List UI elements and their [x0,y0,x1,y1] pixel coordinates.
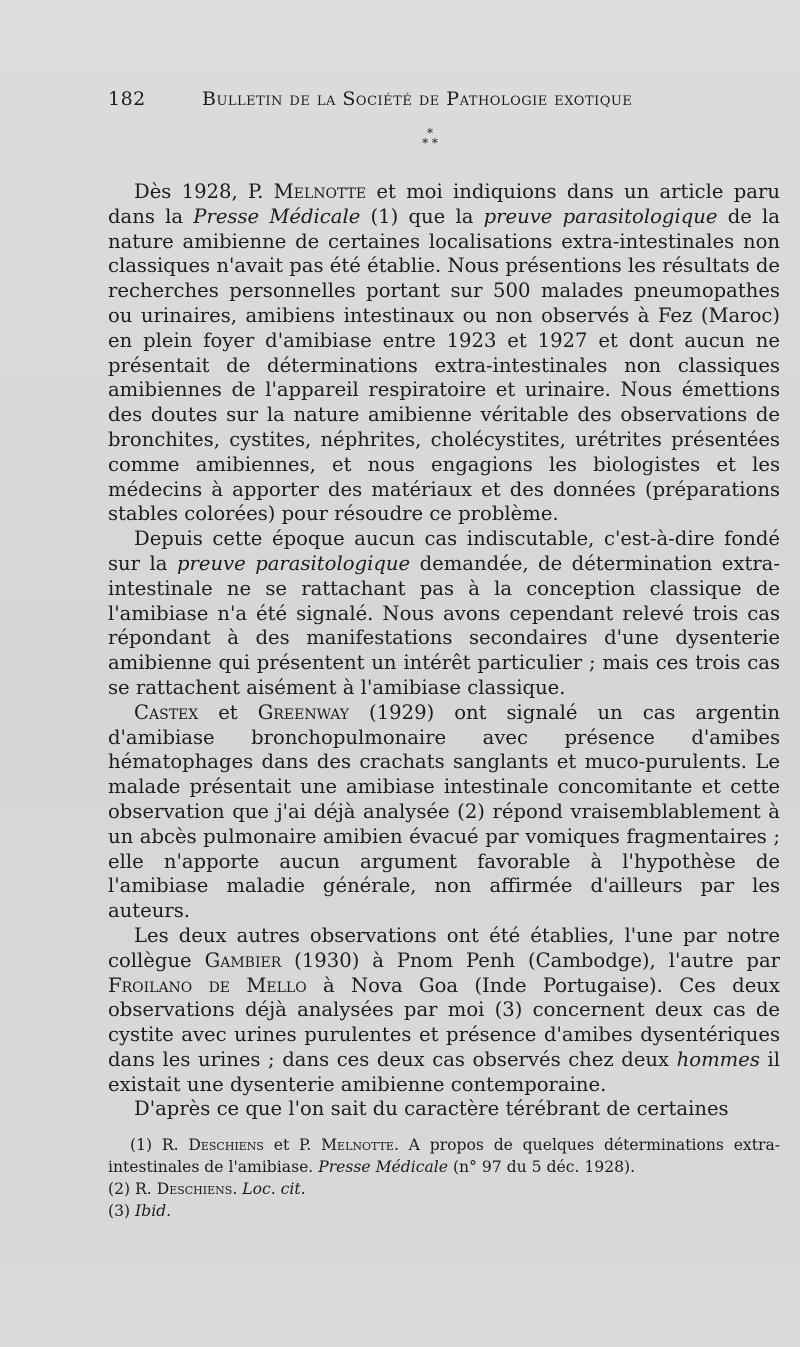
author-name: Deschiens [156,1180,233,1198]
paragraph-5: D'après ce que l'on sait du caractère térébrant de certaines [134,1097,729,1121]
asterism-separator [400,128,460,148]
author-name: Melnotte [321,1136,394,1154]
author-name: Castex [134,700,199,724]
footnote-3: (3) Ibid. [108,1202,172,1220]
author-name: Froilano de Mello [108,973,307,997]
page-number: 182 [108,88,146,110]
emphasis: Ibid. [135,1202,172,1220]
paragraph-4: Les deux autres observations ont été établies, l'une par notre collègue Gambier (1930) à Pnom Penh (Cambodge), l'autre par Froilano de Mello à Nova Goa (Inde Portugaise). Ces deux observations déjà analysées par moi (3) concernent deux cas de cystite avec urines purulentes et présence d'amibes dysentériques dans les urines ; dans ces deux cas observés chez deux hommes il existait une dysenterie amibienne contemporaine. [108,923,780,1096]
author-name: Deschiens [188,1136,264,1154]
emphasis: hommes [676,1047,760,1071]
author-name: Gambier [204,948,282,972]
journal-title: Presse Médicale [318,1158,448,1176]
paragraph-1: Dès 1928, P. Melnotte et moi indiquions dans un article paru dans la Presse Médicale (1) que la preuve parasitologique de la nature amibienne de certaines localisations extra-intestinales non classiques n'avait pas été établie. Nous présentions les résultats de recherches personnelles portant sur 500 malades pneumopathes ou urinaires, amibiens intestinaux ou non observés à Fez (Maroc) en plein foyer d'amibiase entre 1923 et 1927 et dont aucun ne présentait de déterminations extra-intestinales non classiques amibiennes de l'appareil respiratoire et urinaire. Nous émettions des doutes sur la nature amibienne véritable des observations de bronchites, cystites, néphrites, cholécystites, urétrites présentées comme amibiennes, et nous engagions les biologistes et les médecins à apporter des matériaux et des données (préparations stables colorées) pour résoudre ce problème. [108,180,780,526]
running-title: Bulletin de la Société de Pathologie exotique [202,88,633,110]
footnote-2: (2) R. Deschiens. Loc. cit. [108,1180,306,1198]
emphasis: preuve parasitologique [176,551,411,575]
paragraph-3: Castex et Greenway (1929) ont signalé un cas argentin d'amibiase bronchopulmonaire avec présence d'amibes hématophages dans des crachats sanglants et muco-purulents. Le malade présentait une amibiase intestinale concomitante et cette observation que j'ai déjà analysée (2) répond vraisemblablement à un abcès pulmonaire amibien évacué par vomiques fragmentaires ; elle n'apporte aucun argument favorable à l'hypothèse de l'amibiase maladie générale, non affirmée d'ailleurs par les auteurs. [108,700,780,923]
paragraph-2: Depuis cette époque aucun cas indiscutable, c'est-à-dire fondé sur la preuve parasitologique demandée, de détermination extra-intestinale ne se rattachant pas à la conception classique de l'amibiase n'a été signalé. Nous avons cependant relevé trois cas répondant à des manifestations secondaires d'une dysenterie amibienne qui présentent un intérêt particulier ; mais ces trois cas se rattachent aisément à l'amibiase classique. [108,527,780,699]
emphasis: Loc. cit. [242,1180,306,1198]
footnote-1: (1) R. Deschiens et P. Melnotte. A propos de quelques déterminations extra-intestinales de l'amibiase. Presse Médicale (n° 97 du 5 déc. 1928). [108,1136,781,1176]
author-name: Greenway [257,700,350,724]
author-name: Melnotte [273,180,367,203]
asterism-bottom: * * [422,136,438,150]
footnotes [108,1134,780,1222]
main-text [108,180,780,1122]
emphasis: preuve parasitologique [483,204,718,228]
journal-title: Presse Médicale [193,204,361,228]
asterism-top: * [427,126,433,140]
